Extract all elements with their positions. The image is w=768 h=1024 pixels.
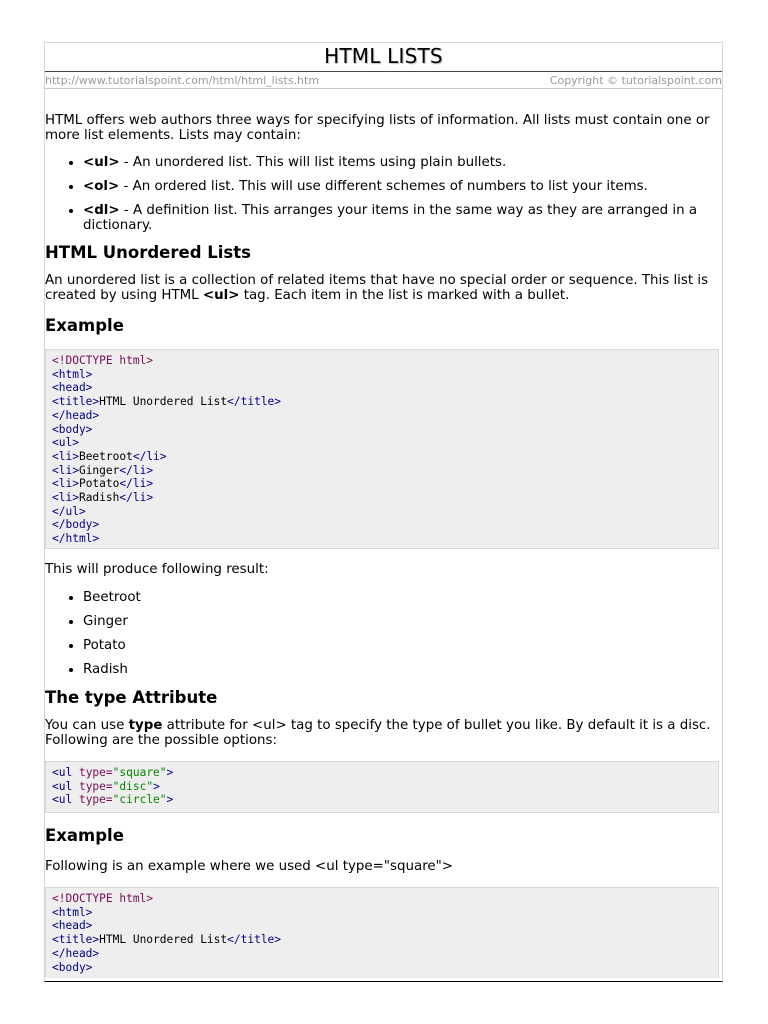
- code-token: type=: [78, 779, 113, 793]
- tag-name: <ul>: [83, 155, 120, 170]
- result-item: • Ginger: [83, 614, 721, 629]
- list-item: [83, 155, 721, 170]
- code-token: type=: [78, 793, 113, 807]
- list-item: [83, 203, 721, 233]
- code-token: </ul>: [52, 504, 86, 518]
- result-item: • Beetroot: [83, 590, 721, 605]
- code-token: </li>: [119, 477, 154, 491]
- list-types: [45, 155, 721, 233]
- section-heading-unordered: HTML Unordered Lists: [45, 243, 251, 262]
- code-token: "disc": [112, 779, 154, 793]
- text-span: An unordered list is a collection of related items that have no special order or sequence. This list is created by using HTML: [45, 273, 709, 303]
- tag-name: <dl>: [83, 203, 120, 218]
- code-token: <body>: [52, 422, 93, 436]
- section-heading-type-attribute: The type Attribute: [45, 688, 218, 707]
- code-line: [52, 793, 712, 807]
- type-paragraph: [45, 718, 721, 748]
- code-token: >: [153, 779, 160, 793]
- code-token: <ul: [52, 793, 79, 807]
- intro-paragraph: HTML offers web authors three ways for specifying lists of information. All lists must contain one or more list elements. Lists may contain:: [45, 113, 710, 143]
- code-line: [52, 919, 712, 933]
- result-item: • Potato: [83, 638, 721, 653]
- code-line: [52, 532, 712, 546]
- code-line: [52, 395, 712, 409]
- code-token: HTML Unordered List: [99, 933, 228, 947]
- code-token: Radish: [78, 491, 120, 505]
- code-line: [52, 780, 712, 794]
- code-block-1: [45, 349, 719, 549]
- text-span: You can use: [45, 718, 129, 733]
- section-heading-example-2: Example: [45, 826, 124, 845]
- code-token: </body>: [52, 518, 100, 532]
- page-title: HTML LISTS: [324, 44, 443, 68]
- code-line: [52, 766, 712, 780]
- code-token: <li>: [52, 477, 79, 491]
- code-token: <ul>: [52, 436, 79, 450]
- code-token: <li>: [52, 449, 79, 463]
- code-line: [52, 491, 712, 505]
- code-line: [52, 381, 712, 395]
- text-span: tag. Each item in the list is marked with a bullet.: [239, 288, 570, 303]
- list-item-desc: - An ordered list. This will use different schemes of numbers to list your items.: [119, 179, 648, 194]
- document-page: [44, 42, 723, 982]
- code-token: >: [166, 793, 174, 807]
- header-divider: [45, 88, 722, 89]
- code-line: [52, 354, 712, 368]
- title-divider: [45, 71, 722, 72]
- text-span: attribute for <ul> tag to specify the type of bullet you like. By default it is a disc. Following are the possible options:: [45, 718, 711, 748]
- code-line: [52, 477, 712, 491]
- tag-name: <ul>: [202, 288, 240, 303]
- code-token: <title>: [52, 933, 100, 947]
- code-token: <body>: [52, 960, 93, 974]
- code-token: "circle": [112, 793, 167, 807]
- code-token: </head>: [52, 408, 100, 422]
- result-list: [45, 590, 721, 677]
- code-token: "square": [112, 766, 167, 779]
- code-line: [52, 450, 712, 464]
- copyright-notice: Copyright © tutorialspoint.com: [549, 74, 722, 87]
- code-line: [52, 368, 712, 382]
- code-token: <html>: [52, 367, 93, 381]
- code-token: </title>: [227, 395, 282, 409]
- bold-term: type: [128, 718, 163, 733]
- code-line: [52, 409, 712, 423]
- code-line: [52, 436, 712, 450]
- code-token: <html>: [52, 905, 93, 919]
- code-token: </li>: [132, 449, 167, 463]
- code-token: </li>: [119, 491, 154, 505]
- code-token: <ul: [52, 779, 79, 793]
- code-line: [52, 423, 712, 437]
- code-token: <ul: [52, 766, 79, 779]
- code-token: <head>: [52, 919, 93, 933]
- result-paragraph: This will produce following result:: [45, 562, 269, 577]
- code-token: <title>: [52, 395, 100, 409]
- code-token: HTML Unordered List: [99, 395, 228, 409]
- code-line: [52, 892, 712, 906]
- code-block-3: [45, 887, 719, 978]
- code-line: [52, 505, 712, 519]
- code-token: </li>: [119, 463, 154, 477]
- code-token: Ginger: [78, 463, 120, 477]
- code-line: [52, 961, 712, 975]
- tag-name: <ol>: [83, 179, 120, 194]
- code-token: <!DOCTYPE html>: [52, 892, 154, 905]
- list-item-desc: - An unordered list. This will list items using plain bullets.: [119, 155, 507, 170]
- code-token: Beetroot: [78, 449, 133, 463]
- example-2-paragraph: Following is an example where we used <ul type="square">: [45, 859, 454, 874]
- code-token: type=: [78, 766, 113, 779]
- list-item-desc: - A definition list. This arranges your items in the same way as they are arranged in a dictionary.: [83, 203, 698, 233]
- code-token: </head>: [52, 946, 100, 960]
- source-url: http://www.tutorialspoint.com/html/html_lists.htm: [45, 74, 320, 87]
- code-line: [52, 933, 712, 947]
- code-token: <li>: [52, 491, 79, 505]
- code-block-2: [45, 761, 719, 813]
- unordered-paragraph: [45, 273, 721, 303]
- code-token: <!DOCTYPE html>: [52, 354, 154, 367]
- code-token: </title>: [227, 933, 282, 947]
- result-item: • Radish: [83, 662, 721, 677]
- list-item: [83, 179, 721, 194]
- code-line: [52, 518, 712, 532]
- section-heading-example-1: Example: [45, 316, 124, 335]
- code-token: Potato: [78, 477, 120, 491]
- article-body: [45, 113, 721, 978]
- code-token: </html>: [52, 532, 100, 546]
- code-line: [52, 947, 712, 961]
- code-line: [52, 464, 712, 478]
- code-line: [52, 906, 712, 920]
- code-token: >: [166, 766, 174, 779]
- code-token: <head>: [52, 381, 93, 395]
- code-token: <li>: [52, 463, 79, 477]
